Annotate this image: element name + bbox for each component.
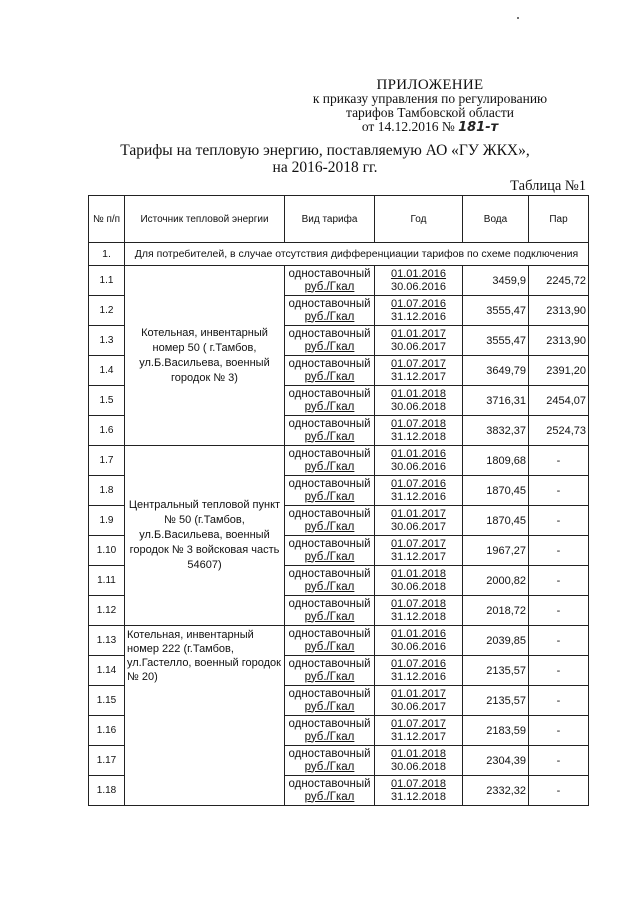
tariff-type-unit: руб./Гкал [304, 310, 355, 323]
tariff-type-cell [285, 416, 375, 446]
steam-tariff: - [529, 716, 589, 746]
period-cell [375, 596, 463, 626]
row-num: 1.3 [89, 326, 125, 356]
scan-speck [517, 17, 519, 19]
water-tariff: 3555,47 [463, 326, 529, 356]
tariff-type-unit: руб./Гкал [304, 700, 355, 713]
period-start: 01.01.2017 [390, 507, 447, 520]
tariff-type-cell [285, 326, 375, 356]
water-tariff: 2135,57 [463, 656, 529, 686]
row-num: 1.1 [89, 266, 125, 296]
col-header-steam: Пар [529, 196, 589, 243]
steam-tariff: 2313,90 [529, 326, 589, 356]
steam-tariff: - [529, 476, 589, 506]
period-end: 30.06.2016 [390, 460, 447, 473]
row-num: 1.13 [89, 626, 125, 656]
period-cell [375, 266, 463, 296]
period-start: 01.07.2016 [390, 297, 447, 310]
row-num: 1.17 [89, 746, 125, 776]
period-start: 01.07.2018 [390, 417, 447, 430]
tariff-type-line-1: одноставочный [288, 267, 371, 280]
order-line-3 [280, 120, 580, 135]
tariff-type-cell [285, 656, 375, 686]
period-cell [375, 566, 463, 596]
row-num: 1.5 [89, 386, 125, 416]
water-tariff: 3832,37 [463, 416, 529, 446]
water-tariff: 3459,9 [463, 266, 529, 296]
period-start: 01.01.2016 [390, 447, 447, 460]
period-end: 30.06.2018 [390, 760, 447, 773]
tariff-type-unit: руб./Гкал [304, 520, 355, 533]
tariff-type-cell [285, 266, 375, 296]
tariff-type-unit: руб./Гкал [304, 670, 355, 683]
tariff-type-cell [285, 686, 375, 716]
period-cell [375, 716, 463, 746]
table-body [89, 243, 589, 806]
period-start: 01.01.2016 [390, 267, 447, 280]
water-tariff: 3716,31 [463, 386, 529, 416]
col-header-source: Источник тепловой энергии [125, 196, 285, 243]
period-start: 01.01.2018 [390, 567, 447, 580]
period-end: 31.12.2016 [390, 670, 447, 683]
tariff-type-line-1: одноставочный [288, 447, 371, 460]
tariff-type-unit: руб./Гкал [304, 280, 355, 293]
tariff-type-unit: руб./Гкал [304, 430, 355, 443]
period-end: 31.12.2017 [390, 730, 447, 743]
tariff-type-unit: руб./Гкал [304, 490, 355, 503]
period-end: 30.06.2017 [390, 340, 447, 353]
tariff-type-line-1: одноставочный [288, 777, 371, 790]
steam-tariff: 2524,73 [529, 416, 589, 446]
row-num: 1.15 [89, 686, 125, 716]
period-cell [375, 776, 463, 806]
row-num: 1.10 [89, 536, 125, 566]
heat-source-cell: Котельная, инвентарный номер 50 ( г.Тамбов, ул.Б.Васильева, военный городок № 3) [125, 266, 285, 446]
table-row [89, 626, 589, 656]
tariff-type-line-1: одноставочный [288, 357, 371, 370]
order-line-2: тарифов Тамбовской области [346, 105, 514, 120]
row-num: 1.16 [89, 716, 125, 746]
steam-tariff: - [529, 686, 589, 716]
tariff-type-unit: руб./Гкал [304, 550, 355, 563]
water-tariff: 2135,57 [463, 686, 529, 716]
period-end: 31.12.2018 [390, 610, 447, 623]
col-header-num: № п/п [89, 196, 125, 243]
appendix-title: ПРИЛОЖЕНИЕ [376, 77, 484, 93]
water-tariff: 1967,27 [463, 536, 529, 566]
row-num: 1.9 [89, 506, 125, 536]
tariff-type-cell [285, 386, 375, 416]
document-title-line-2: на 2016-2018 гг. [272, 159, 378, 176]
table-row [89, 446, 589, 476]
tariff-type-cell [285, 566, 375, 596]
period-cell [375, 326, 463, 356]
tariff-type-line-1: одноставочный [288, 627, 371, 640]
period-end: 31.12.2018 [390, 790, 447, 803]
period-cell [375, 446, 463, 476]
steam-tariff: - [529, 596, 589, 626]
col-header-year: Год [375, 196, 463, 243]
appendix-header [280, 78, 580, 135]
period-cell [375, 356, 463, 386]
tariff-type-cell [285, 536, 375, 566]
tariff-type-line-1: одноставочный [288, 387, 371, 400]
row-num: 1.6 [89, 416, 125, 446]
document-title-line-1: Тарифы на тепловую энергию, поставляемую АО «ГУ ЖКХ», [120, 142, 530, 159]
period-cell [375, 686, 463, 716]
tariff-type-unit: руб./Гкал [304, 790, 355, 803]
row-num: 1.4 [89, 356, 125, 386]
tariff-type-line-1: одноставочный [288, 597, 371, 610]
period-cell [375, 296, 463, 326]
period-cell [375, 386, 463, 416]
tariff-type-cell [285, 716, 375, 746]
period-start: 01.01.2017 [390, 687, 447, 700]
tariff-type-unit: руб./Гкал [304, 640, 355, 653]
period-end: 31.12.2016 [390, 310, 447, 323]
steam-tariff: - [529, 506, 589, 536]
row-num: 1.7 [89, 446, 125, 476]
heat-source-cell: Котельная, инвентарный номер 222 (г.Тамбов, ул.Гастелло, военный городок № 20) [125, 626, 285, 806]
period-cell [375, 626, 463, 656]
tariff-type-cell [285, 746, 375, 776]
period-end: 30.06.2017 [390, 520, 447, 533]
tariff-type-unit: руб./Гкал [304, 370, 355, 383]
water-tariff: 2039,85 [463, 626, 529, 656]
col-header-type: Вид тарифа [285, 196, 375, 243]
tariff-type-cell [285, 296, 375, 326]
period-start: 01.07.2016 [390, 657, 447, 670]
tariff-type-line-1: одноставочный [288, 717, 371, 730]
order-date: от 14.12.2016 № [361, 119, 455, 134]
steam-tariff: - [529, 656, 589, 686]
tariff-type-line-1: одноставочный [288, 417, 371, 430]
period-cell [375, 506, 463, 536]
steam-tariff: 2313,90 [529, 296, 589, 326]
period-end: 30.06.2016 [390, 280, 447, 293]
tariff-type-cell [285, 596, 375, 626]
row-num: 1.18 [89, 776, 125, 806]
row-num: 1.11 [89, 566, 125, 596]
period-cell [375, 416, 463, 446]
heat-source-cell: Центральный тепловой пункт № 50 (г.Тамбов, ул.Б.Васильева, военный городок № 3 войсковая часть 54607) [125, 446, 285, 626]
period-cell [375, 746, 463, 776]
steam-tariff: 2391,20 [529, 356, 589, 386]
tariff-type-unit: руб./Гкал [304, 760, 355, 773]
group-row [89, 243, 589, 266]
document-title [90, 142, 560, 176]
period-cell [375, 536, 463, 566]
group-num: 1. [89, 243, 125, 266]
col-header-water: Вода [463, 196, 529, 243]
steam-tariff: - [529, 536, 589, 566]
tariff-type-unit: руб./Гкал [304, 610, 355, 623]
period-start: 01.07.2016 [390, 477, 447, 490]
tariff-type-line-1: одноставочный [288, 657, 371, 670]
tariff-type-cell [285, 356, 375, 386]
table-label: Таблица №1 [510, 178, 586, 194]
steam-tariff: 2454,07 [529, 386, 589, 416]
period-end: 31.12.2017 [390, 550, 447, 563]
water-tariff: 2000,82 [463, 566, 529, 596]
period-start: 01.01.2017 [390, 327, 447, 340]
period-cell [375, 656, 463, 686]
tariff-type-cell [285, 776, 375, 806]
tariff-type-line-1: одноставочный [288, 327, 371, 340]
period-start: 01.01.2018 [390, 747, 447, 760]
tariff-type-line-1: одноставочный [288, 747, 371, 760]
period-start: 01.01.2018 [390, 387, 447, 400]
period-end: 30.06.2016 [390, 640, 447, 653]
tariff-type-unit: руб./Гкал [304, 580, 355, 593]
period-start: 01.07.2018 [390, 597, 447, 610]
water-tariff: 3649,79 [463, 356, 529, 386]
period-cell [375, 476, 463, 506]
group-text: Для потребителей, в случае отсутствия дифференциации тарифов по схеме подключения [125, 243, 589, 266]
water-tariff: 2183,59 [463, 716, 529, 746]
steam-tariff: 2245,72 [529, 266, 589, 296]
row-num: 1.12 [89, 596, 125, 626]
steam-tariff: - [529, 746, 589, 776]
tariff-type-line-1: одноставочный [288, 477, 371, 490]
tariff-type-cell [285, 446, 375, 476]
tariff-type-unit: руб./Гкал [304, 340, 355, 353]
tariff-type-unit: руб./Гкал [304, 730, 355, 743]
period-end: 30.06.2018 [390, 400, 447, 413]
steam-tariff: - [529, 626, 589, 656]
table-row [89, 266, 589, 296]
tariff-type-line-1: одноставочный [288, 567, 371, 580]
tariff-type-line-1: одноставочный [288, 687, 371, 700]
steam-tariff: - [529, 446, 589, 476]
water-tariff: 1870,45 [463, 506, 529, 536]
tariff-type-cell [285, 506, 375, 536]
water-tariff: 3555,47 [463, 296, 529, 326]
tariff-type-cell [285, 476, 375, 506]
row-num: 1.2 [89, 296, 125, 326]
tariff-type-line-1: одноставочный [288, 537, 371, 550]
period-end: 31.12.2016 [390, 490, 447, 503]
period-start: 01.07.2017 [390, 537, 447, 550]
period-start: 01.01.2016 [390, 627, 447, 640]
water-tariff: 1870,45 [463, 476, 529, 506]
water-tariff: 2018,72 [463, 596, 529, 626]
row-num: 1.14 [89, 656, 125, 686]
tariff-table [88, 195, 589, 806]
period-end: 30.06.2018 [390, 580, 447, 593]
period-start: 01.07.2017 [390, 717, 447, 730]
period-start: 01.07.2017 [390, 357, 447, 370]
water-tariff: 1809,68 [463, 446, 529, 476]
tariff-type-line-1: одноставочный [288, 297, 371, 310]
row-num: 1.8 [89, 476, 125, 506]
order-line-1: к приказу управления по регулированию [312, 91, 548, 106]
order-number-handwritten: 181-т [458, 120, 499, 135]
water-tariff: 2304,39 [463, 746, 529, 776]
period-end: 31.12.2018 [390, 430, 447, 443]
tariff-type-unit: руб./Гкал [304, 460, 355, 473]
water-tariff: 2332,32 [463, 776, 529, 806]
period-end: 30.06.2017 [390, 700, 447, 713]
tariff-type-line-1: одноставочный [288, 507, 371, 520]
period-start: 01.07.2018 [390, 777, 447, 790]
tariff-type-unit: руб./Гкал [304, 400, 355, 413]
table-header-row [89, 196, 589, 243]
steam-tariff: - [529, 776, 589, 806]
tariff-type-cell [285, 626, 375, 656]
period-end: 31.12.2017 [390, 370, 447, 383]
steam-tariff: - [529, 566, 589, 596]
